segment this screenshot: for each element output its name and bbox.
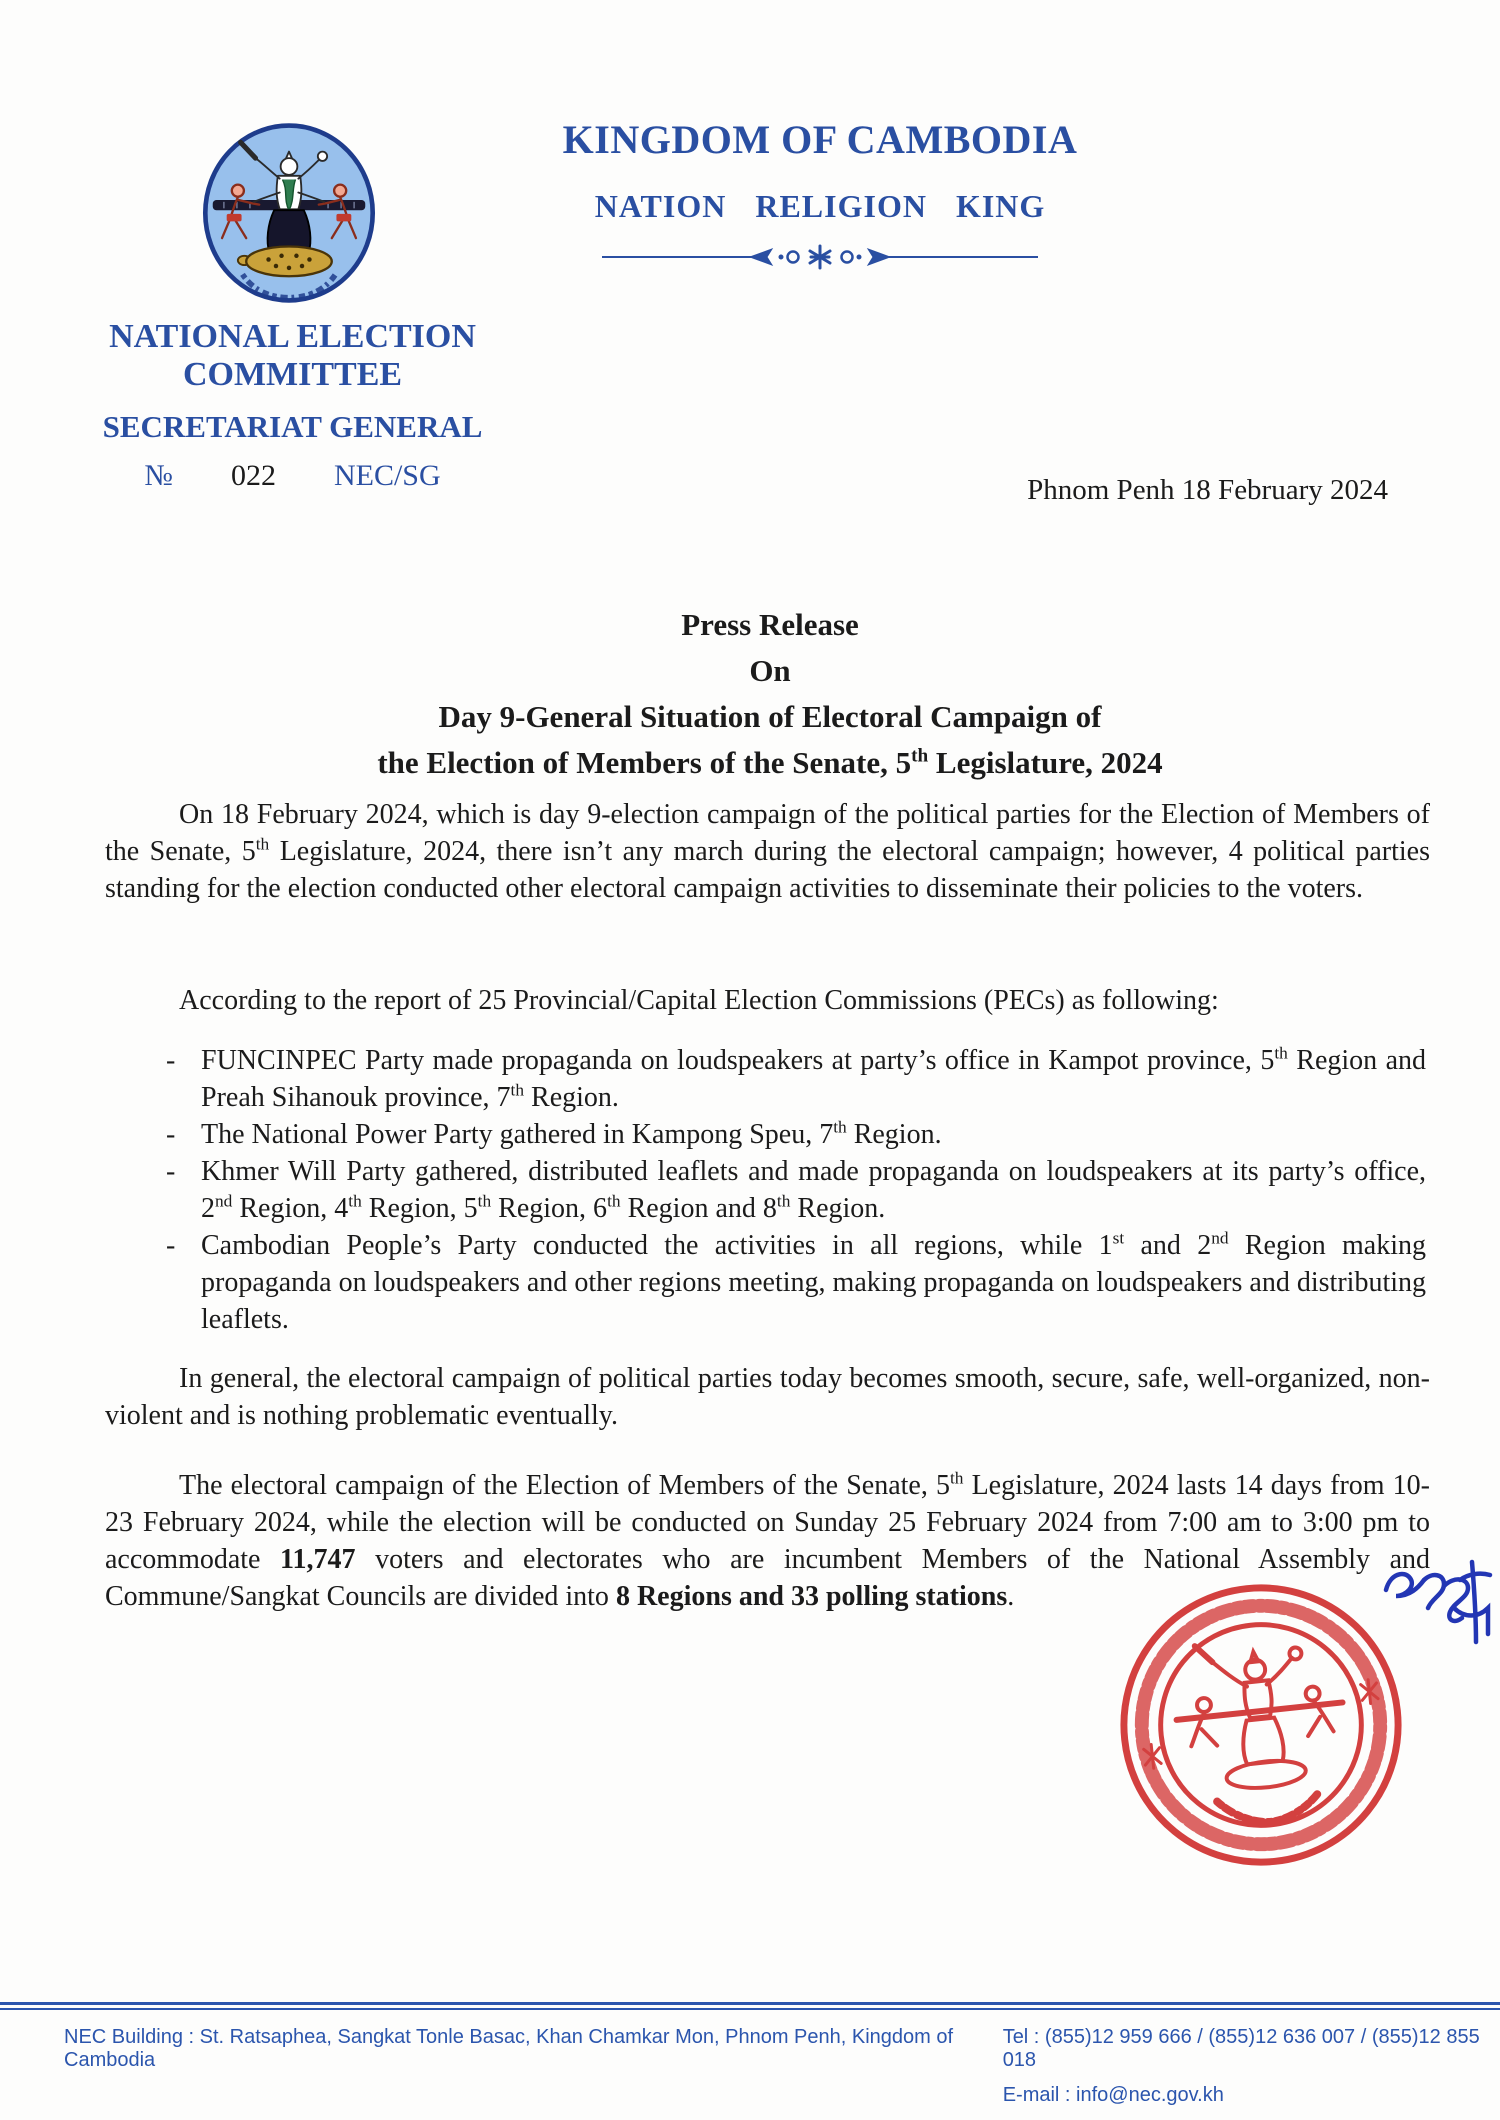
footer-address: NEC Building : St. Ratsaphea, Sangkat Tonle Basac, Khan Chamkar Mon, Phnom Penh, Kingdom of Cambodia bbox=[64, 2026, 954, 2071]
national-motto: NATION RELIGION KING bbox=[594, 188, 1046, 224]
footer-email: E-mail : info@nec.gov.kh bbox=[1002, 2084, 1224, 2106]
bullet-dash: - bbox=[166, 1156, 176, 1187]
nec-red-seal-icon bbox=[1112, 1576, 1410, 1874]
nec-emblem-icon bbox=[196, 118, 382, 308]
bullet-dash: - bbox=[166, 1230, 176, 1261]
signature-initials-icon bbox=[1382, 1550, 1497, 1652]
document-number: 022 bbox=[230, 459, 276, 492]
document-code: NEC/SG bbox=[333, 459, 441, 492]
place-and-date: Phnom Penh 18 February 2024 bbox=[1027, 474, 1388, 506]
bullet-dash: - bbox=[166, 1119, 176, 1150]
number-symbol: № bbox=[144, 459, 173, 492]
footer-rule-bottom bbox=[0, 2008, 1500, 2010]
list-item-text: Khmer Will Party gathered, distributed leaflets and made propaganda on loudspeakers at its party’s office, 2nd Region, 4th Region, 5th Region, 6th Region and 8th Region. bbox=[201, 1156, 1426, 1224]
committee-name: NATIONAL ELECTION COMMITTEE bbox=[109, 318, 476, 393]
paragraph-intro: On 18 February 2024, which is day 9-election campaign of the political parties for the Election of Members of the Senate, 5th Legislature, 2024, there isn’t any march during the electoral campaign; however, 4 political parties standing for the election conducted other electoral campaign activities to disseminate their policies to the voters. bbox=[105, 799, 1430, 904]
document-number-line bbox=[0, 459, 585, 493]
document-title bbox=[40, 602, 1500, 786]
paragraph-according: According to the report of 25 Provincial/Capital Election Commissions (PECs) as following: bbox=[179, 985, 1219, 1016]
footer bbox=[64, 2026, 1494, 2107]
footer-tel: Tel : (855)12 959 666 / (855)12 636 007 / (855)12 855 018 bbox=[1002, 2026, 1480, 2071]
list-item bbox=[164, 1042, 1426, 1116]
kingdom-title: KINGDOM OF CAMBODIA bbox=[562, 117, 1078, 162]
ornamental-divider-icon bbox=[600, 242, 1040, 272]
list-item-text: FUNCINPEC Party made propaganda on loudspeakers at party’s office in Kampot province, 5th Region and Preah Sihanouk province, 7th Region. bbox=[201, 1043, 1427, 1113]
list-item bbox=[164, 1116, 1426, 1153]
letterhead-left-block bbox=[0, 318, 585, 493]
paragraph-closing: The electoral campaign of the Election of Members of the Senate, 5th Legislature, 2024 lasts 14 days from 10-23 February 2024, while the election will be conducted on Sunday 25 February 2024 from 7:00 am to 3:00 pm to accommodate 11,747 voters and electorates who are incumbent Members of the National Assembly and Commune/Sangkat Councils are divided into 8 Regions and 33 polling stations. bbox=[105, 1468, 1430, 1612]
list-item-text: Cambodian People’s Party conducted the activities in all regions, while 1st and 2nd Region making propaganda on loudspeakers and other regions meeting, making propaganda on loudspeakers and distributing leaflets. bbox=[201, 1228, 1427, 1335]
list-item bbox=[164, 1227, 1426, 1338]
footer-contacts bbox=[1003, 2026, 1494, 2107]
title-line-4: the Election of Members of the Senate, 5th Legislature, 2024 bbox=[377, 745, 1163, 780]
list-item-text: The National Power Party gathered in Kampong Speu, 7th Region. bbox=[201, 1117, 942, 1150]
secretariat-name: SECRETARIAT GENERAL bbox=[102, 409, 483, 444]
paragraph-general: In general, the electoral campaign of political parties today becomes smooth, secure, safe, well-organized, non-violent and is nothing problematic eventually. bbox=[105, 1363, 1430, 1431]
list-item bbox=[164, 1153, 1426, 1227]
party-activity-list bbox=[164, 1042, 1426, 1338]
title-line-1: Press Release bbox=[681, 607, 859, 642]
title-line-3: Day 9-General Situation of Electoral Campaign of bbox=[438, 699, 1102, 734]
title-line-2: On bbox=[749, 653, 791, 688]
bullet-dash: - bbox=[166, 1045, 176, 1076]
footer-rule-top bbox=[0, 2002, 1500, 2005]
